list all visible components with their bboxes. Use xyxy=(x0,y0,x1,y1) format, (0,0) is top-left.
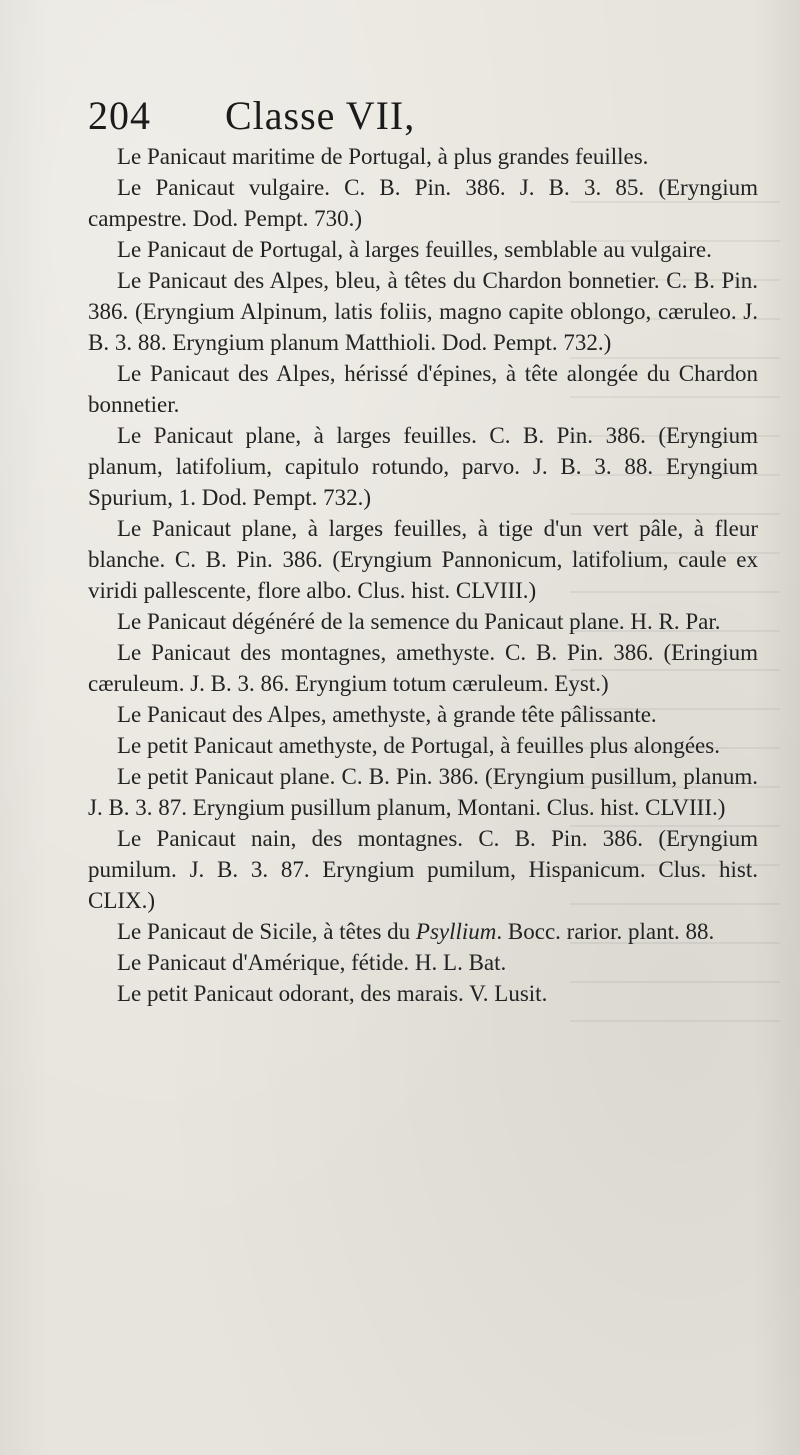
entry-sicile-before: Le Panicaut de Sicile, à têtes du xyxy=(117,919,416,944)
entry-panicaut-maritime: Le Panicaut maritime de Portugal, à plus grandes feuilles. xyxy=(117,144,649,169)
entry-petit-panicaut-plane: Le petit Panicaut plane. C. B. Pin. 386. (Eryngium pusillum, planum. J. B. 3. 87. Eryngium pusillum planum, Montani. Clus. hist. CLVIII.) xyxy=(88,764,758,820)
entry-sicile-italic: Psyllium xyxy=(415,919,497,944)
entry-panicaut-alpes-amethyste: Le Panicaut des Alpes, amethyste, à grande tête pâlissante. xyxy=(117,702,657,727)
entry-panicaut-alpes-herisse: Le Panicaut des Alpes, hérissé d'épines, à tête alongée du Chardon bonnetier. xyxy=(88,361,758,417)
entry-panicaut-degenere: Le Panicaut dégénéré de la semence du Panicaut plane. H. R. Par. xyxy=(117,609,721,634)
page-number: 204 xyxy=(88,93,151,138)
entry-panicaut-nain: Le Panicaut nain, des montagnes. C. B. Pin. 386. (Eryngium pumilum. J. B. 3. 87. Eryngium pumilum, Hispanicum. Clus. hist. CLIX.) xyxy=(88,826,758,913)
entry-panicaut-alpes-bleu: Le Panicaut des Alpes, bleu, à têtes du Chardon bonnetier. C. B. Pin. 386. (Eryngium Alpinum, latis foliis, magno capite oblongo, cæruleo. J. B. 3. 88. Eryngium planum Matthioli. Dod. Pempt. 732.) xyxy=(88,268,758,355)
entry-panicaut-montagnes: Le Panicaut des montagnes, amethyste. C. B. Pin. 386. (Eringium cæruleum. J. B. 3. 86. Eryngium totum cæruleum. Eyst.) xyxy=(88,640,758,696)
text-block xyxy=(88,141,758,1009)
entry-panicaut-portugal: Le Panicaut de Portugal, à larges feuilles, semblable au vulgaire. xyxy=(117,237,712,262)
entry-panicaut-sicile xyxy=(88,916,758,947)
running-head xyxy=(88,92,753,142)
entry-petit-panicaut-odorant: Le petit Panicaut odorant, des marais. V. Lusit. xyxy=(117,981,548,1006)
entry-panicaut-amerique: Le Panicaut d'Amérique, fétide. H. L. Bat. xyxy=(117,950,507,975)
entry-panicaut-plane-vert-pale: Le Panicaut plane, à larges feuilles, à tige d'un vert pâle, à fleur blanche. C. B. Pin. 386. (Eryngium Pannonicum, latifolium, caule ex viridi pallescente, flore albo. Clus. hist. CLVIII.) xyxy=(88,516,758,603)
entry-sicile-after: . Bocc. rarior. plant. 88. xyxy=(496,919,715,944)
entry-petit-panicaut-amethyste: Le petit Panicaut amethyste, de Portugal, à feuilles plus alongées. xyxy=(117,733,720,758)
entry-panicaut-vulgaire: Le Panicaut vulgaire. C. B. Pin. 386. J. B. 3. 85. (Eryngium campestre. Dod. Pempt. 730.) xyxy=(88,175,758,231)
running-title: Classe VII, xyxy=(225,93,416,138)
entry-panicaut-plane: Le Panicaut plane, à larges feuilles. C. B. Pin. 386. (Eryngium planum, latifolium, capitulo rotundo, parvo. J. B. 3. 88. Eryngium Spurium, 1. Dod. Pempt. 732.) xyxy=(88,423,758,510)
